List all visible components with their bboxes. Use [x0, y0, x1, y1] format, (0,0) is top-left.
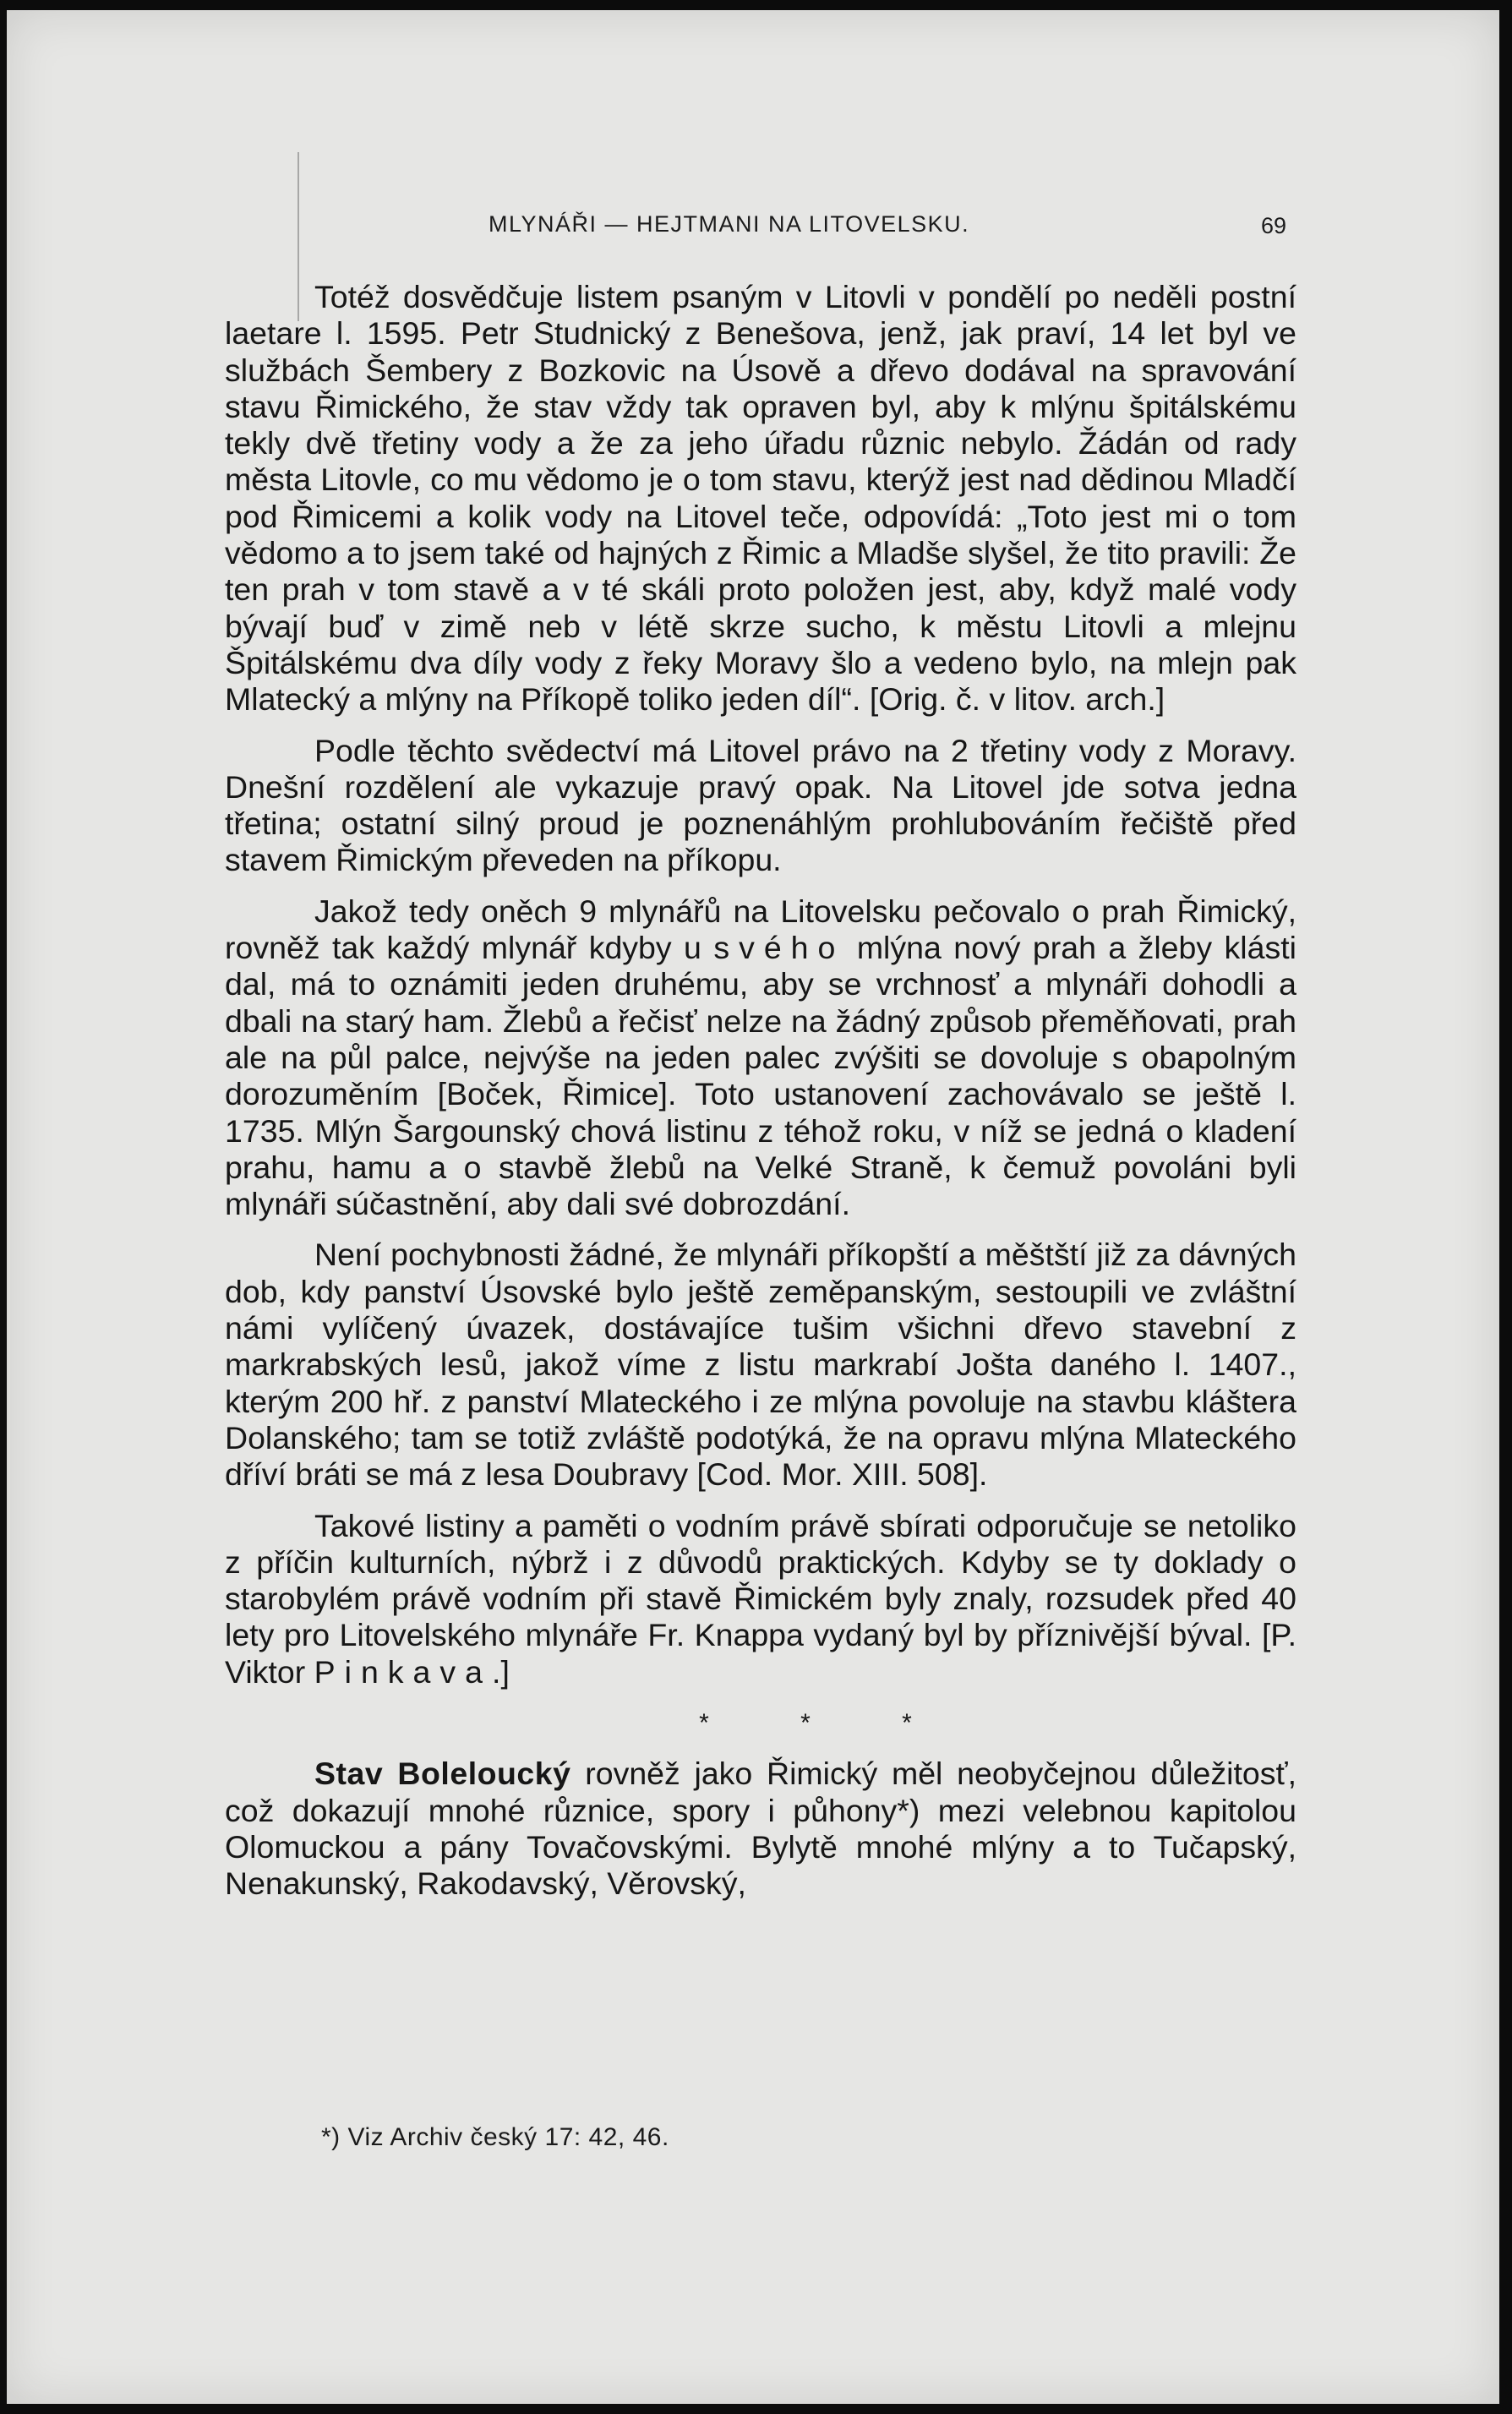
paragraph-6: Stav Boleloucký rovněž jako Řimický měl neobyčejnou důležitosť, což dokazují mnohé různice, spory i půhony*) mezi velebnou kapitolou Olomuckou a pány Tovačovskými. Bylytě mnohé mlýny a to Tučapský, Nenakunský, Rakodavský, Věrovský, — [225, 1756, 1296, 1902]
paragraph-2: Podle těchto svědectví má Litovel právo na 2 třetiny vody z Moravy. Dnešní rozdělení ale vykazuje pravý opak. Na Litovel jde sotva jedna třetina; ostatní silný proud je poznenáhlým prohlubováním řečiště před stavem Řimickým převeden na příkopu. — [225, 732, 1296, 878]
paragraph-1: Totéž dosvědčuje listem psaným v Litovli v pondělí po neděli postní laetare l. 1595. Petr Studnický z Benešova, jenž, jak praví, 14 let byl ve službách Šembery z Bozkovic na Úsově a dřevo dodával na spravování stavu Řimického, že stav vždy tak opraven byl, aby k mlýnu špitálskému tekly dvě třetiny vody a že za jeho úřadu různic nebylo. Žádán od rady města Litovle, co mu vědomo je o tom stavu, kterýž jest nad dědinou Mladčí pod Řimicemi a kolik vody na Litovel teče, odpovídá: „Toto jest mi o tom vědomo a to jsem také od hajných z Řimic a Mladše slyšel, že tito pravili: Že ten prah v tom stavě a v té skáli proto položen jest, aby, když malé vody bývají buď v zimě neb v létě skrze sucho, k městu Litovli a mlejnu Špitálskému dva díly vody z řeky Moravy šlo a vedeno bylo, na mlejn pak Mlatecký a mlýny na Příkopě toliko jeden díl“. [Orig. č. v litov. arch.] — [225, 279, 1296, 718]
body-text — [225, 279, 1296, 1916]
running-title: MLYNÁŘI — HEJTMANI NA LITOVELSKU. — [489, 211, 970, 237]
paragraph-5: Takové listiny a paměti o vodním právě sbírati odporučuje se netoliko z příčin kulturních, nýbrž i z důvodů praktických. Kdyby se ty doklady o starobylém právě vodním při stavě Řimickém byly znaly, rozsudek před 40 lety pro Litovelského mlynáře Fr. Knappa vydaný byl by příznivější býval. [P. Viktor Pinkava.] — [225, 1507, 1296, 1690]
footnote: *) Viz Archiv český 17: 42, 46. — [321, 2123, 669, 2151]
book-page — [7, 10, 1499, 2404]
section-separator: * * * — [699, 1708, 954, 1737]
paragraph-4: Není pochybnosti žádné, že mlynáři příkopští a měštští již za dávných dob, kdy panství Úsovské bylo ještě zeměpanským, sestoupili ve zvláštní námi vylíčený úvazek, dostávajíce tušim všichni dřevo stavební z markrabských lesů, jakož víme z listu markrabí Jošta daného l. 1407., kterým 200 hř. z panství Mlateckého i ze mlýna povoluje na stavbu kláštera Dolanského; tam se totiž zvláště podotýká, že na opravu mlýna Mlateckého dříví bráti se má z lesa Doubravy [Cod. Mor. XIII. 508]. — [225, 1237, 1296, 1493]
page-number: 69 — [1261, 213, 1287, 238]
author-name: Pinkava — [314, 1653, 493, 1690]
spaced-word: svého — [713, 930, 845, 966]
paragraph-3: Jakož tedy oněch 9 mlynářů na Litovelsku pečovalo o prah Řimický, rovněž tak každý mlynář kdyby u svého mlýna nový prah a žleby klásti dal, má to oznámiti jeden druhému, aby se vrchnosť a mlynáři dohodli a dbali na starý ham. Žlebů a řečisť nelze na žádný způsob přeměňovati, prah ale na půl palce, nejvýše na jeden palec zvýšiti se dovoluje s obapolným dorozuměním [Boček, Řimice]. Toto ustanovení zachovávalo se ještě l. 1735. Mlýn Šargounský chová listinu z téhož roku, v níž se jedná o kladení prahu, hamu a o stavbě žlebů na Velké Straně, k čemuž povoláni byli mlynáři súčastnění, aby dali své dobrozdání. — [225, 893, 1296, 1222]
section-heading: Stav Boleloucký — [314, 1756, 571, 1792]
